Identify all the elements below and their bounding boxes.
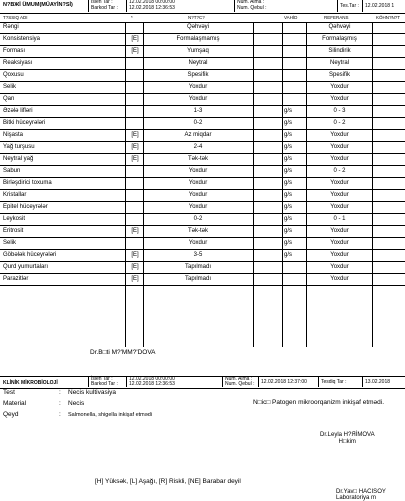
test-name: Göbələk hüceyrələri	[3, 252, 57, 258]
test-name: Epitel hüceyrələr	[3, 204, 48, 210]
report-header	[0, 0, 405, 14]
unit-cell: g/s	[284, 240, 293, 246]
unit-cell	[284, 94, 304, 105]
result-cell: Yumşaq	[187, 48, 209, 54]
result-cell: Yoxdur	[188, 192, 208, 198]
islem-date: 12.02.2018 00:00:00	[129, 0, 175, 5]
table-row	[0, 82, 405, 94]
micro-islem-date: 12.02.2018 00:00:00	[129, 376, 175, 382]
test-name: Eritrosit	[3, 228, 24, 234]
table-row	[0, 178, 405, 190]
unit-cell	[284, 82, 304, 93]
flag-cell	[126, 190, 144, 201]
grid-divider	[125, 22, 126, 347]
col-result: N?T?C?	[188, 15, 205, 20]
micro-test-key: Test	[3, 389, 15, 396]
table-row	[0, 58, 405, 70]
flag-cell: [E]	[131, 264, 139, 270]
grid-divider	[306, 22, 307, 347]
table-row	[0, 226, 405, 238]
table-row	[0, 142, 405, 154]
colon: :	[59, 389, 61, 396]
microbiology-header	[0, 376, 405, 389]
col-method: KÖHN?N?T	[376, 15, 401, 20]
test-name: Neytral yağ	[3, 156, 34, 162]
reference-cell: Yoxdur	[330, 144, 349, 150]
test-name: Sabun	[3, 168, 21, 174]
table-row	[0, 106, 405, 118]
unit-cell	[284, 70, 304, 81]
unit-cell: g/s	[284, 216, 293, 222]
flag-cell	[126, 118, 144, 129]
tes-label-box	[337, 0, 362, 12]
reference-cell: Yoxdur	[330, 180, 349, 186]
table-row	[0, 250, 405, 262]
reference-cell: 0 - 2	[333, 168, 346, 174]
micro-tesdiq-label-box	[318, 377, 361, 387]
reference-cell: Yoxdur	[330, 204, 349, 210]
unit-cell	[284, 22, 304, 33]
micro-date-labels	[88, 377, 127, 387]
col-test: T?SSIQ ADI	[3, 15, 28, 20]
unit-cell	[284, 34, 304, 45]
micro-extra-date: 12.02.2018 12:37:00	[261, 379, 307, 385]
flag-cell	[126, 238, 144, 249]
test-name: Qan	[3, 96, 15, 102]
result-cell: Az miqdar	[184, 132, 212, 138]
table-row	[0, 22, 405, 34]
table-row	[0, 214, 405, 226]
grid-divider	[372, 22, 373, 347]
micro-extra-date-box	[258, 377, 319, 387]
test-name: Rəngi	[3, 24, 19, 30]
flag-cell: [E]	[131, 228, 139, 234]
result-cell: Tapılmadı	[184, 276, 211, 282]
result-cell: Tək-tək	[187, 228, 208, 234]
date-labels	[88, 0, 127, 12]
test-name: Bitki hüceyrələri	[3, 120, 46, 126]
table-row	[0, 46, 405, 58]
reference-cell: Yoxdur	[330, 228, 349, 234]
micro-barkod-date: 12.02.2018 12:36:53	[129, 381, 175, 387]
result-cell: Qəhvəyi	[186, 24, 209, 30]
test-name: Reaksiyası	[3, 60, 33, 66]
doctor-signature-1: Dr.B□ti M?'MM?'DOVA	[90, 349, 156, 356]
test-name: Nişasta	[3, 132, 24, 138]
micro-tesdiq-label: Tesdiq Tar :	[321, 379, 347, 385]
result-cell: Yoxdur	[188, 84, 208, 90]
col-flag: *	[131, 15, 133, 20]
unit-cell: g/s	[284, 228, 293, 234]
signature-3-role: Laboratoriya m	[336, 495, 377, 501]
micro-date-values	[126, 377, 189, 387]
test-name: Selik	[3, 84, 17, 90]
barkod-label: Barkod Tar :	[91, 4, 118, 11]
result-cell: 0-2	[193, 216, 203, 222]
num-labels	[234, 0, 277, 12]
micro-title: KLİNİK MİKROBİOLOJİ	[3, 380, 58, 386]
micro-test-line	[3, 389, 116, 396]
micro-num-qebul-label: Num. Qebul :	[225, 381, 255, 387]
flag-cell	[126, 166, 144, 177]
signature-2-name: Dr.Leyla H?ЯİMOVA	[320, 432, 375, 438]
result-cell: Yoxdur	[188, 204, 208, 210]
test-name: Yağ turşusu	[3, 144, 35, 150]
flag-cell	[126, 82, 144, 93]
micro-tesdiq-date-box	[362, 377, 405, 387]
test-name: Selik	[3, 240, 17, 246]
flag-cell	[126, 58, 144, 69]
flag-legend: [H] Yüksək, [L] Aşağı, [R] Riskli, [NE] Barabar deyil	[95, 478, 241, 485]
table-row	[0, 70, 405, 82]
reference-cell: Yoxdur	[330, 84, 349, 90]
reference-cell: Neytral	[329, 60, 349, 66]
unit-cell: g/s	[284, 156, 293, 162]
result-cell: Formalaşmamış	[176, 36, 220, 42]
test-name: Kristallar	[3, 192, 27, 198]
flag-cell: [E]	[131, 276, 139, 282]
unit-cell: g/s	[284, 132, 293, 138]
reference-cell: Yoxdur	[330, 240, 349, 246]
barkod-date: 12.02.2018 12:36:53	[129, 4, 175, 11]
unit-cell: g/s	[284, 192, 293, 198]
test-name: Birləşdirici toxuma	[3, 180, 52, 186]
micro-test-value: Necis kultivasiya	[68, 389, 117, 396]
test-name: Leykosit	[3, 216, 26, 222]
flag-cell: [E]	[131, 132, 139, 138]
table-row	[0, 202, 405, 214]
result-cell: Tapılmadı	[184, 264, 211, 270]
islem-label: İslen Tar :	[91, 0, 113, 5]
signature-3-name: Dr.Yav□ HACISOY	[336, 489, 386, 495]
table-row	[0, 238, 405, 250]
micro-num-labels	[222, 377, 259, 387]
micro-qeyd-value: Salmonella, shigella inkişaf etmədi	[68, 412, 153, 418]
micro-material-line	[3, 400, 84, 407]
reference-cell: Yoxdur	[330, 276, 349, 282]
unit-cell: g/s	[284, 120, 293, 126]
grid-divider	[143, 22, 144, 347]
result-cell: 3-5	[193, 252, 203, 258]
table-row	[0, 274, 405, 286]
reference-cell: Spesifik	[328, 72, 350, 78]
flag-cell	[126, 22, 144, 33]
reference-cell: Yoxdur	[330, 264, 349, 270]
reference-cell: 0 - 2	[333, 120, 346, 126]
flag-cell: [E]	[131, 36, 139, 42]
flag-cell	[126, 70, 144, 81]
reference-cell: Silindirik	[328, 48, 351, 54]
flag-cell: [E]	[131, 144, 139, 150]
reference-cell: Qəhvəyi	[328, 24, 351, 30]
col-reference: REFERANS	[324, 15, 349, 20]
unit-cell	[284, 274, 304, 285]
unit-cell: g/s	[284, 204, 293, 210]
flag-cell: [E]	[131, 252, 139, 258]
reference-cell: Yoxdur	[330, 192, 349, 198]
result-cell: Yoxdur	[188, 240, 208, 246]
unit-cell: g/s	[284, 144, 293, 150]
result-cell: 1-3	[193, 108, 203, 114]
result-cell: Neytral	[188, 60, 208, 66]
reference-cell: 0 - 3	[333, 108, 346, 114]
micro-islem-label: İslen Tar :	[91, 376, 113, 382]
flag-cell	[126, 202, 144, 213]
result-cell: Yoxdur	[188, 96, 208, 102]
unit-cell: g/s	[284, 108, 293, 114]
flag-cell	[126, 106, 144, 117]
unit-cell	[284, 262, 304, 273]
test-name: Konsistensiya	[3, 36, 41, 42]
flag-cell	[126, 214, 144, 225]
test-name: Parazitlər	[3, 276, 29, 282]
table-row	[0, 118, 405, 130]
micro-qeyd-line	[3, 411, 152, 418]
reference-cell: Yoxdur	[330, 252, 349, 258]
table-row	[0, 94, 405, 106]
result-cell: Tək-tək	[187, 156, 208, 162]
reference-cell: Yoxdur	[330, 96, 349, 102]
micro-qeyd-key: Qeyd	[3, 411, 19, 418]
num-qebul-label: Num. Qebul :	[237, 4, 267, 11]
tes-date: 12.02.2018 1	[365, 3, 395, 9]
doctor-signature-3	[336, 489, 386, 501]
test-name: Qurd yumurtaları	[3, 264, 49, 270]
table-row	[0, 166, 405, 178]
unit-cell	[284, 46, 304, 57]
reference-cell: Formalaşmış	[322, 36, 357, 42]
test-name: Forması	[3, 48, 26, 54]
tes-date-box	[362, 0, 405, 12]
flag-cell	[126, 178, 144, 189]
reference-cell: Yoxdur	[330, 132, 349, 138]
test-name: Qoxusu	[3, 72, 24, 78]
col-unit: VAHİD	[284, 15, 298, 20]
date-values	[126, 0, 189, 12]
result-cell: 2-4	[193, 144, 203, 150]
reference-cell: Yoxdur	[330, 156, 349, 162]
table-row	[0, 262, 405, 274]
signature-2-role: H□kim	[338, 439, 356, 445]
result-cell: 0-2	[193, 120, 203, 126]
table-row	[0, 154, 405, 166]
micro-material-value: Necis	[68, 400, 85, 407]
table-row	[0, 190, 405, 202]
unit-cell: g/s	[284, 252, 293, 258]
result-cell: Yoxdur	[188, 168, 208, 174]
result-cell: Spesifik	[187, 72, 209, 78]
colon: :	[59, 411, 61, 418]
colon: :	[59, 400, 61, 407]
table-row	[0, 130, 405, 142]
unit-cell: g/s	[284, 180, 293, 186]
flag-cell: [E]	[131, 48, 139, 54]
test-name: Əzələ lifləri	[3, 108, 33, 114]
section-title: N?BЖİ ÜMUM(MÜAYİN?Sİ)	[3, 2, 73, 8]
flag-cell: [E]	[131, 156, 139, 162]
micro-material-key: Material	[3, 400, 27, 407]
reference-cell: 0 - 1	[333, 216, 346, 222]
tes-label: Tes.Tar :	[340, 3, 359, 9]
unit-cell	[284, 58, 304, 69]
micro-result: N□ic□ Patogen mikroorqanizm inkişaf etmədi.	[253, 399, 385, 406]
micro-barkod-label: Barkod Tar :	[91, 381, 118, 387]
flag-cell	[126, 94, 144, 105]
micro-num-alma-label: Num. Alma :	[225, 376, 253, 382]
table-row	[0, 34, 405, 46]
micro-tesdiq-date: 13.02.2018	[365, 379, 391, 385]
result-cell: Yoxdur	[188, 180, 208, 186]
grid-divider	[253, 22, 254, 347]
unit-cell: g/s	[284, 168, 293, 174]
doctor-signature-2	[320, 432, 375, 446]
num-alma-label: Num. Alma :	[237, 0, 265, 5]
grid-divider	[282, 22, 283, 347]
